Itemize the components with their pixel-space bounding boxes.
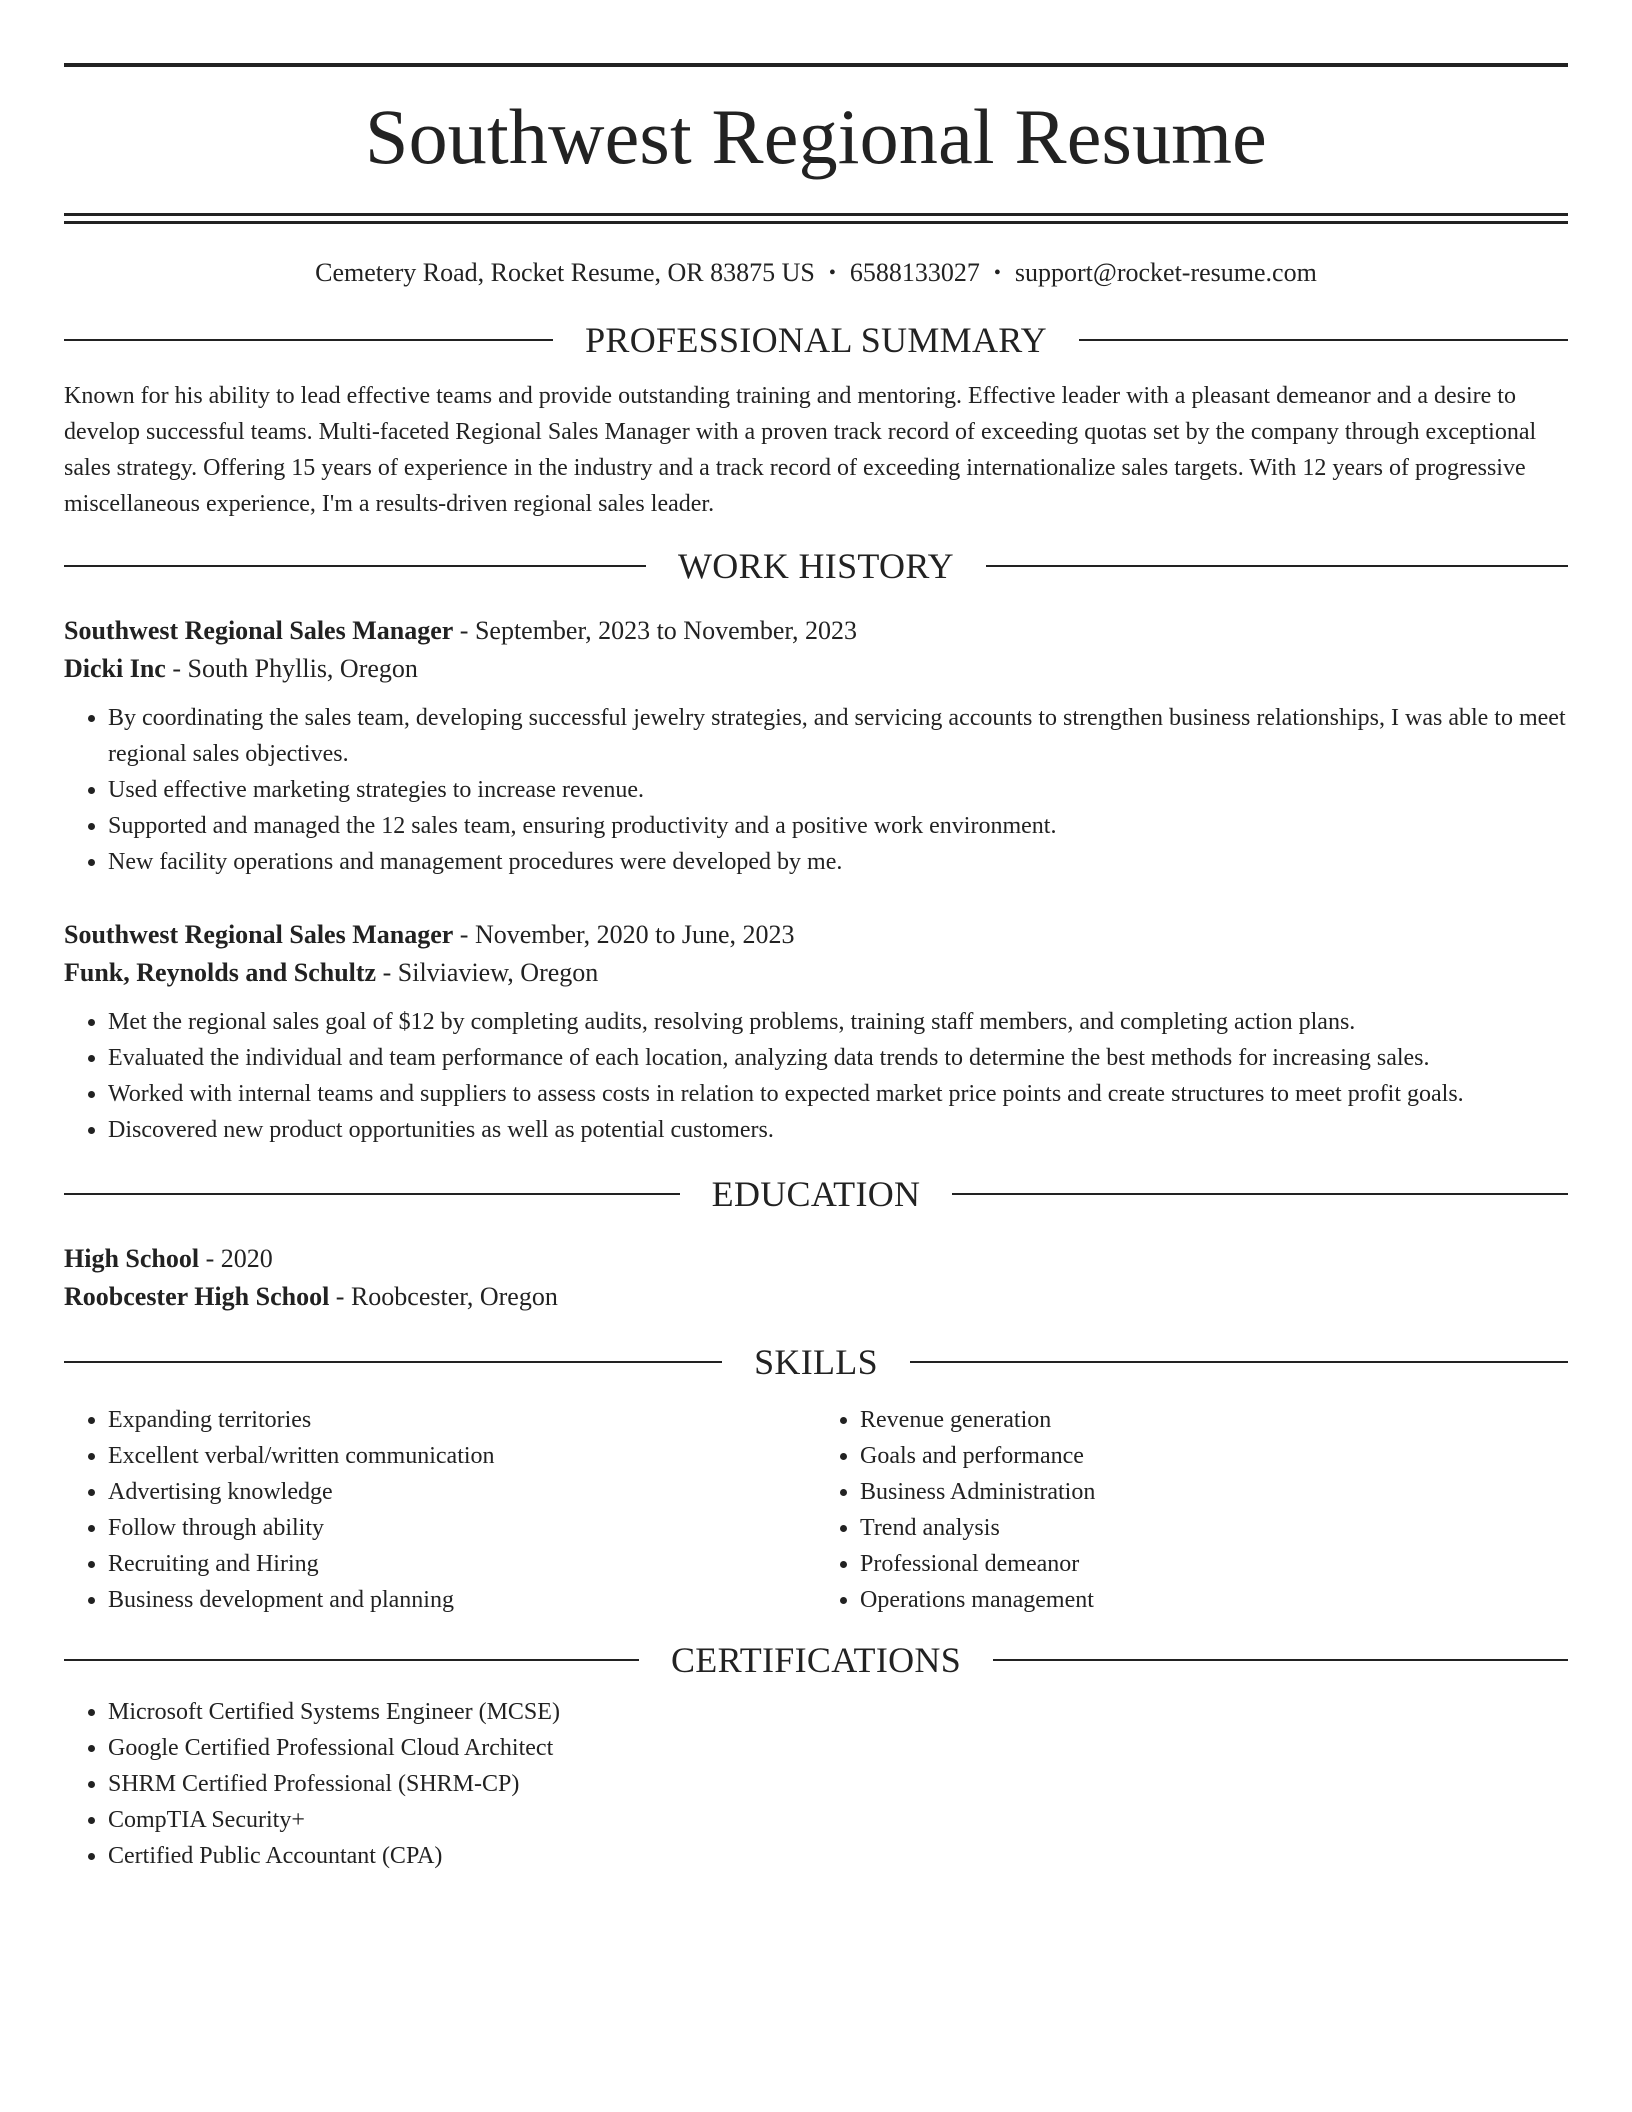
certifications-list [64,1694,1568,1874]
job-location: - Silviaview, Oregon [376,958,599,987]
title-double-rule [64,213,1568,224]
list-item: • Goals and performance [860,1438,1568,1474]
list-item: • Used effective marketing strategies to increase revenue. [108,772,1568,808]
job-location: - South Phyllis, Oregon [165,654,418,683]
list-item: • Advertising knowledge [108,1474,816,1510]
skills-list-right [816,1402,1568,1618]
education-school: Roobcester High School [64,1282,330,1311]
section-title: CERTIFICATIONS [670,1640,962,1680]
spacer [64,1148,1568,1172]
job-title-line [64,612,1568,650]
heading-rule-right [986,565,1568,567]
contact-separator: • [828,262,836,284]
list-item: • By coordinating the sales team, developing successful jewelry strategies, and servicing accounts to strengthen business relationships, I was able to meet regional sales objectives. [108,700,1568,772]
heading-rule-right [952,1193,1568,1195]
skills-columns [64,1402,1568,1618]
resume-title: Southwest Regional Resume [365,93,1267,180]
job-company: Funk, Reynolds and Schultz [64,958,377,987]
job-title-line [64,916,1568,954]
section-title: SKILLS [754,1342,878,1382]
list-item: • Trend analysis [860,1510,1568,1546]
education-location: - Roobcester, Oregon [329,1282,558,1311]
heading-rule-left [64,1361,722,1363]
section-title: WORK HISTORY [678,546,954,586]
job-entry [64,916,1568,1148]
list-item: • Business Administration [860,1474,1568,1510]
heading-rule-left [64,565,646,567]
skills-list-left [64,1402,816,1618]
summary-text: Known for his ability to lead effective teams and provide outstanding training and mentoring. Effective leader with a pleasant demeanor and a desire to develop successful teams. Multi-faceted Regional Sales Manager with a proven track record of exceeding quotas set by the company through exceptional sales strategy. Offering 15 years of experience in the industry and a track record of exceeding internationalize sales targets. With 12 years of progressive miscellaneous experience, I'm a results-driven regional sales leader. [64,383,1537,517]
section-heading-summary [64,318,1568,362]
list-item: • Certified Public Accountant (CPA) [108,1838,1568,1874]
list-item: • New facility operations and management procedures were developed by me. [108,844,1568,880]
education-degree-line [64,1240,1568,1278]
section-heading-skills [64,1340,1568,1384]
contact-separator: • [993,262,1001,284]
heading-rule-right [1079,339,1568,341]
list-item: • Worked with internal teams and suppliers to assess costs in relation to expected market price points and create structures to meet profit goals. [108,1076,1568,1112]
job-title: Southwest Regional Sales Manager [64,920,454,949]
education-entry [64,1240,1568,1316]
heading-rule-left [64,1659,639,1661]
education-school-line [64,1278,1568,1316]
list-item: • Revenue generation [860,1402,1568,1438]
job-bullets [64,1004,1568,1148]
section-heading-certifications [64,1638,1568,1682]
list-item: • Met the regional sales goal of $12 by completing audits, resolving problems, training staff members, and completing action plans. [108,1004,1568,1040]
list-item: • Follow through ability [108,1510,816,1546]
list-item: • Business development and planning [108,1582,816,1618]
job-bullets [64,700,1568,880]
heading-rule-right [993,1659,1568,1661]
list-item: • Evaluated the individual and team performance of each location, analyzing data trends to determine the best methods for increasing sales. [108,1040,1568,1076]
heading-rule-left [64,1193,680,1195]
job-company: Dicki Inc [64,654,166,683]
education-degree: High School [64,1244,200,1273]
education-year: - 2020 [199,1244,273,1273]
job-dates: - November, 2020 to June, 2023 [453,920,795,949]
section-heading-education [64,1172,1568,1216]
job-title: Southwest Regional Sales Manager [64,616,454,645]
list-item: • CompTIA Security+ [108,1802,1568,1838]
list-item: • Operations management [860,1582,1568,1618]
heading-rule-right [910,1361,1568,1363]
contact-address: Cemetery Road, Rocket Resume, OR 83875 US [315,258,815,287]
section-title: PROFESSIONAL SUMMARY [585,320,1047,360]
list-item: • Recruiting and Hiring [108,1546,816,1582]
section-title: EDUCATION [711,1174,921,1214]
job-entry [64,612,1568,880]
top-rule [64,63,1568,67]
job-company-line [64,650,1568,688]
list-item: • Excellent verbal/written communication [108,1438,816,1474]
section-heading-work-history [64,544,1568,588]
list-item: • Microsoft Certified Systems Engineer (MCSE) [108,1694,1568,1730]
list-item: • Discovered new product opportunities as well as potential customers. [108,1112,1568,1148]
job-dates: - September, 2023 to November, 2023 [453,616,858,645]
list-item: • Expanding territories [108,1402,816,1438]
contact-phone: 6588133027 [849,258,980,287]
contact-email: support@rocket-resume.com [1014,258,1317,287]
list-item: • Google Certified Professional Cloud Architect [108,1730,1568,1766]
heading-rule-left [64,339,553,341]
list-item: • Supported and managed the 12 sales team, ensuring productivity and a positive work environment. [108,808,1568,844]
job-company-line [64,954,1568,992]
list-item: • Professional demeanor [860,1546,1568,1582]
contact-line [64,256,1568,290]
list-item: • SHRM Certified Professional (SHRM-CP) [108,1766,1568,1802]
